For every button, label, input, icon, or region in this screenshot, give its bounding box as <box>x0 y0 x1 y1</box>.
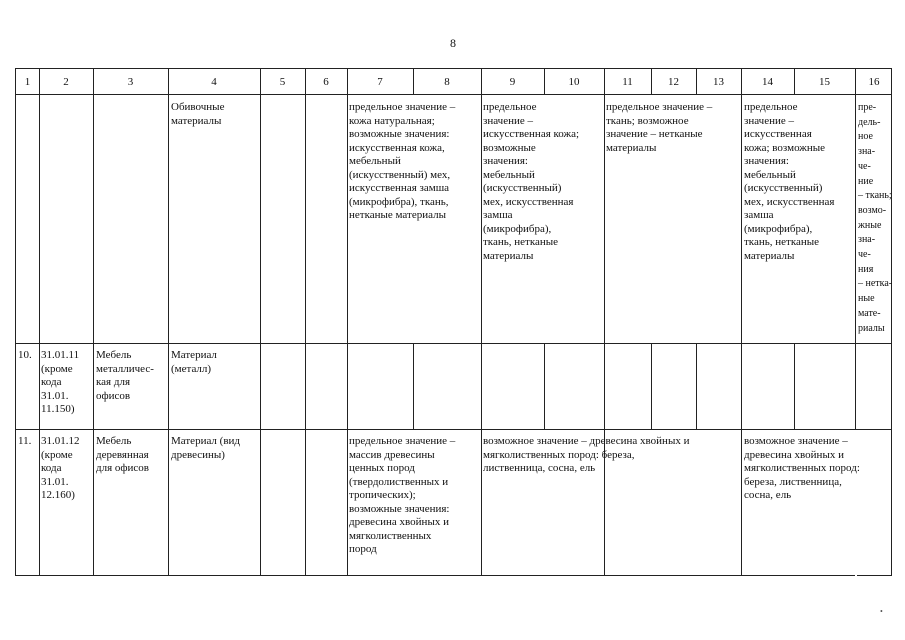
col-header-9: 9 <box>509 76 516 88</box>
col-header-2: 2 <box>63 76 69 88</box>
col-header-13: 13 <box>713 76 724 88</box>
col-header-11: 11 <box>622 76 633 88</box>
col-header-7: 7 <box>377 76 383 88</box>
row-11-number: 11. <box>18 435 32 447</box>
col-header-1: 1 <box>24 76 31 88</box>
data-table <box>15 68 892 576</box>
col-header-6: 6 <box>323 76 329 88</box>
col-header-14: 14 <box>762 76 773 88</box>
row-11-col4: Материал (вид древесины) <box>171 435 241 461</box>
row-10-name: Мебель металличес- кая для офисов <box>96 349 154 402</box>
row-a-col14-15: предельное значение – искусственная кожа; возможные значения: мебельный (искусственный) мех, искусственная замша (микрофибра), ткань, нетканые материалы <box>744 101 835 262</box>
row-11-col14-16: возможное значение – древесина хвойных и мягколиственных пород: береза, лиственница, сосна, ель <box>744 435 860 501</box>
scan-speck: • <box>880 607 883 616</box>
row-11-col7-8: предельное значение – массив древесины ценных пород (твердолиственных и тропических); возможные значения: древесина хвойных и мягколиственных пород <box>349 435 456 555</box>
col-header-10: 10 <box>568 76 580 88</box>
row-11-code: 31.01.12 (кроме кода 31.01. 12.160) <box>41 435 80 501</box>
col-header-15: 15 <box>819 76 830 88</box>
col-header-8: 8 <box>444 76 450 88</box>
row-a-col9-10: предельное значение – искусственная кожа; возможные значения: мебельный (искусственный) мех, искусственная замша (микрофибра), ткань, нетканые материалы <box>483 101 580 262</box>
col-header-12: 12 <box>668 76 679 88</box>
col-header-5: 5 <box>279 76 286 88</box>
row-11-name: Мебель деревянная для офисов <box>96 435 149 474</box>
row-10-number: 10. <box>18 349 32 361</box>
row-a-col11-13: предельное значение – ткань; возможное значение – нетканые материалы <box>606 101 713 154</box>
row-10-code: 31.01.11 (кроме кода 31.01. 11.150) <box>41 349 80 415</box>
col-header-3: 3 <box>127 76 134 88</box>
row-a-col7-8: предельное значение – кожа натуральная; возможные значения: искусственная кожа, мебельный (искусственный) мех, искусственная замша (микрофибра), ткань, нетканые материалы <box>349 101 456 221</box>
col-header-16: 16 <box>868 76 880 88</box>
row-10-col4: Материал (металл) <box>171 349 217 375</box>
col-header-4: 4 <box>211 76 217 88</box>
row-a-col16: пре- дель- ное зна- че- ние – ткань; возмо- жные зна- че- ния – нетка- ные мате- риалы <box>858 102 893 334</box>
row-11-col9-13: возможное значение – древесина хвойных и мягколиственных пород: береза, лиственница, сосна, ель <box>483 435 690 474</box>
row-a-col4: Обивочные материалы <box>171 101 225 127</box>
page-number: 8 <box>450 36 456 50</box>
